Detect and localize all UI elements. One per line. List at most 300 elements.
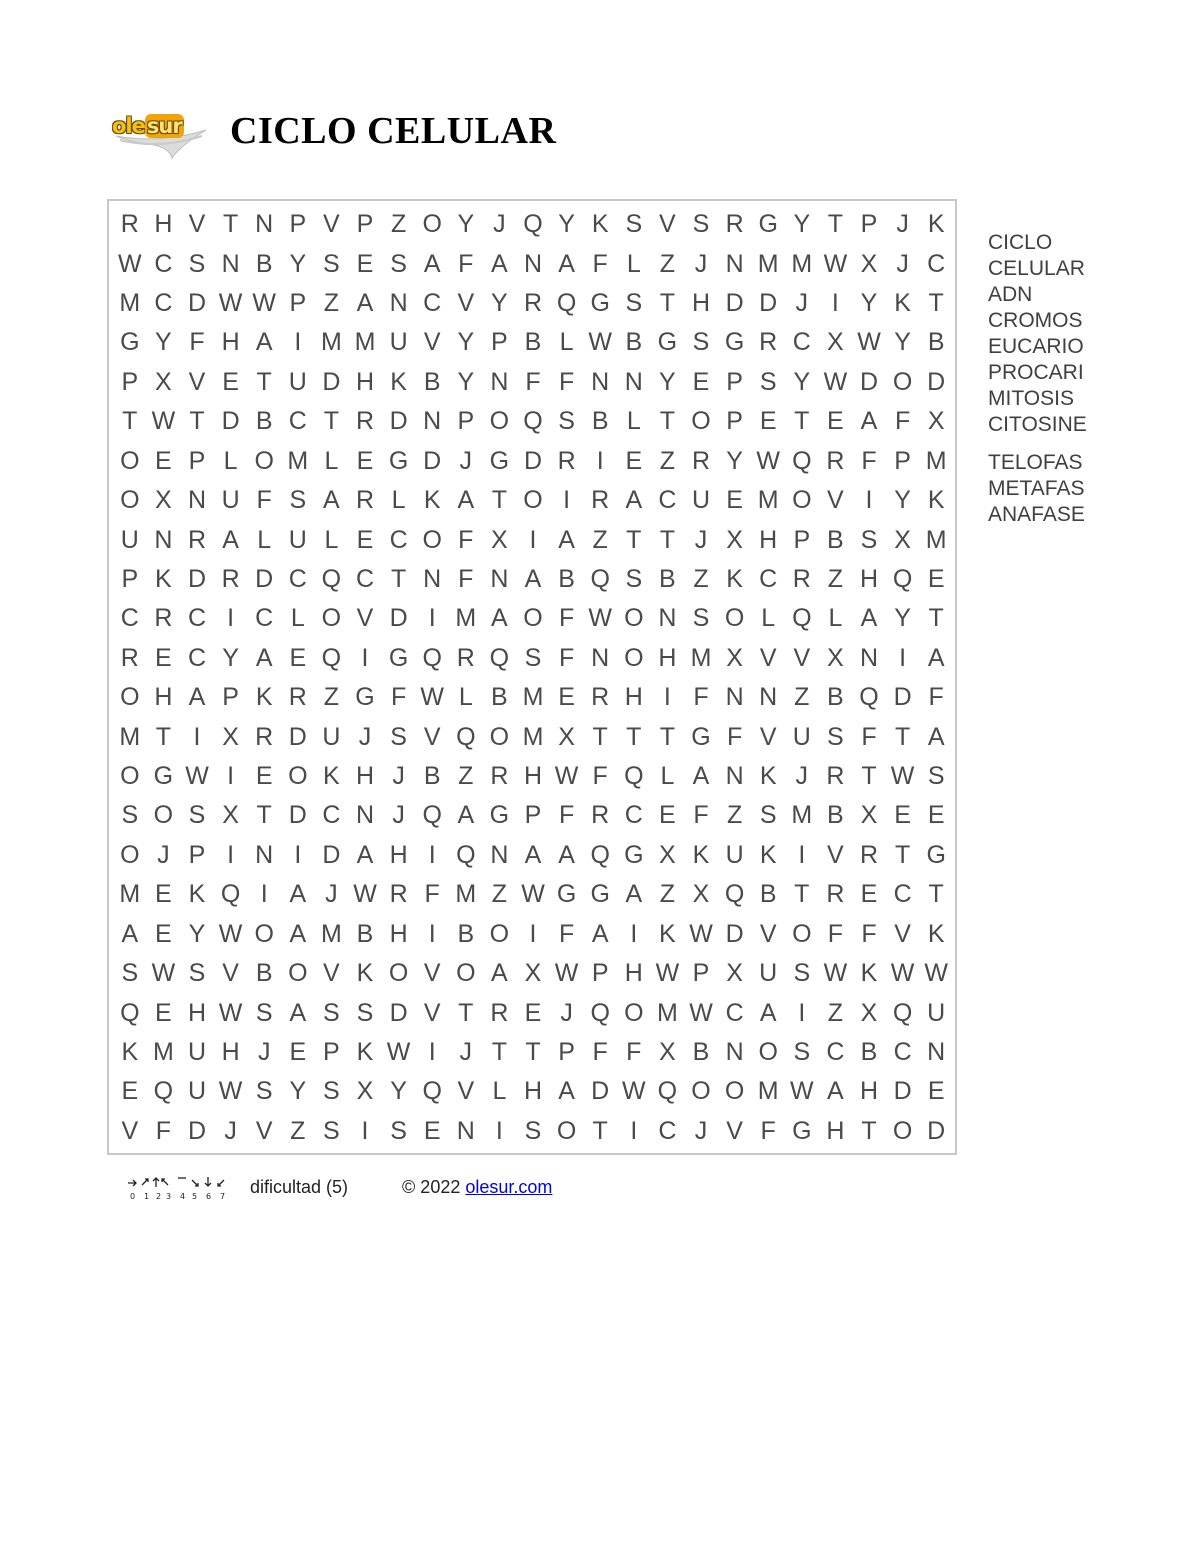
grid-cell[interactable]: A xyxy=(625,880,643,909)
grid-cell[interactable]: F xyxy=(760,1116,776,1145)
grid-cell[interactable]: X xyxy=(827,643,844,672)
grid-cell[interactable]: T xyxy=(256,801,272,830)
grid-cell[interactable]: K xyxy=(726,564,743,593)
grid-cell[interactable]: I xyxy=(529,919,537,948)
grid-cell[interactable]: G xyxy=(556,880,577,909)
grid-cell[interactable]: L xyxy=(324,446,339,475)
grid-cell[interactable]: X xyxy=(659,840,676,869)
grid-cell[interactable]: J xyxy=(493,210,506,239)
grid-cell[interactable]: K xyxy=(356,959,374,988)
grid-cell[interactable]: U xyxy=(187,1037,207,1066)
grid-cell[interactable]: N xyxy=(725,249,744,278)
grid-cell[interactable]: L xyxy=(223,446,238,475)
grid-cell[interactable]: F xyxy=(256,486,272,515)
grid-cell[interactable]: O xyxy=(388,959,409,988)
grid-cell[interactable]: L xyxy=(391,486,406,515)
grid-cell[interactable]: M xyxy=(119,722,141,751)
grid-cell[interactable]: M xyxy=(925,446,947,475)
grid-cell[interactable]: X xyxy=(155,486,172,515)
grid-cell[interactable]: D xyxy=(221,407,240,436)
grid-cell[interactable]: E xyxy=(289,1037,307,1066)
grid-cell[interactable]: M xyxy=(690,643,712,672)
grid-cell[interactable]: W xyxy=(151,959,176,988)
grid-cell[interactable]: A xyxy=(692,762,710,791)
grid-cell[interactable]: G xyxy=(590,880,610,909)
grid-cell[interactable]: R xyxy=(557,446,576,475)
grid-cell[interactable]: F xyxy=(861,446,877,475)
grid-cell[interactable]: O xyxy=(523,486,543,515)
grid-cell[interactable]: D xyxy=(523,446,543,475)
grid-cell[interactable]: V xyxy=(827,486,844,515)
grid-cell[interactable]: P xyxy=(591,959,609,988)
grid-cell[interactable]: T xyxy=(458,998,474,1027)
grid-cell[interactable]: B xyxy=(692,1037,710,1066)
grid-cell[interactable]: G xyxy=(724,328,745,357)
grid-cell[interactable]: V xyxy=(726,1116,743,1145)
grid-cell[interactable]: E xyxy=(692,367,710,396)
grid-cell[interactable]: J xyxy=(694,249,708,278)
grid-cell[interactable]: T xyxy=(122,407,138,436)
grid-cell[interactable]: Y xyxy=(457,210,475,239)
grid-cell[interactable]: Q xyxy=(456,722,476,751)
grid-cell[interactable]: M xyxy=(791,801,813,830)
grid-cell[interactable]: J xyxy=(224,1116,237,1145)
grid-cell[interactable]: U xyxy=(927,998,946,1027)
grid-cell[interactable]: E xyxy=(255,762,273,791)
grid-cell[interactable]: M xyxy=(119,289,141,318)
grid-cell[interactable]: W xyxy=(621,1077,646,1106)
grid-cell[interactable]: C xyxy=(725,998,744,1027)
grid-cell[interactable]: S xyxy=(524,643,542,672)
grid-cell[interactable]: K xyxy=(591,210,609,239)
grid-cell[interactable]: X xyxy=(860,998,878,1027)
grid-cell[interactable]: T xyxy=(861,1116,877,1145)
grid-cell[interactable]: S xyxy=(390,249,407,278)
grid-cell[interactable]: Z xyxy=(693,564,709,593)
grid-cell[interactable]: U xyxy=(759,959,778,988)
grid-cell[interactable]: D xyxy=(187,1116,207,1145)
grid-cell[interactable]: Q xyxy=(657,1077,678,1106)
grid-cell[interactable]: J xyxy=(560,998,573,1027)
grid-cell[interactable]: S xyxy=(121,959,139,988)
grid-cell[interactable]: P xyxy=(692,959,710,988)
grid-cell[interactable]: O xyxy=(288,762,308,791)
grid-cell[interactable]: E xyxy=(759,407,777,436)
grid-cell[interactable]: Z xyxy=(290,1116,306,1145)
grid-cell[interactable]: Y xyxy=(726,446,743,475)
grid-cell[interactable]: D xyxy=(288,722,307,751)
grid-cell[interactable]: S xyxy=(625,289,643,318)
grid-cell[interactable]: M xyxy=(320,328,342,357)
grid-cell[interactable]: A xyxy=(323,486,340,515)
grid-cell[interactable]: O xyxy=(624,604,644,633)
grid-cell[interactable]: M xyxy=(455,604,477,633)
grid-cell[interactable]: D xyxy=(927,1116,946,1145)
grid-cell[interactable]: G xyxy=(489,801,510,830)
grid-cell[interactable]: D xyxy=(389,604,408,633)
grid-cell[interactable]: L xyxy=(290,604,305,633)
grid-cell[interactable]: H xyxy=(523,762,543,791)
grid-cell[interactable]: M xyxy=(152,1037,174,1066)
grid-cell[interactable]: M xyxy=(354,328,376,357)
grid-cell[interactable]: J xyxy=(392,762,405,791)
grid-cell[interactable]: T xyxy=(928,604,944,633)
grid-cell[interactable]: R xyxy=(288,683,307,712)
grid-cell[interactable]: S xyxy=(860,525,878,554)
grid-cell[interactable]: F xyxy=(558,367,575,396)
grid-cell[interactable]: W xyxy=(857,328,881,357)
grid-cell[interactable]: D xyxy=(187,289,207,318)
grid-cell[interactable]: N xyxy=(423,564,442,593)
grid-cell[interactable]: S xyxy=(625,210,643,239)
grid-cell[interactable]: L xyxy=(626,249,641,278)
grid-cell[interactable]: B xyxy=(423,367,441,396)
grid-cell[interactable]: Q xyxy=(321,643,342,672)
grid-cell[interactable]: B xyxy=(255,959,273,988)
grid-cell[interactable]: F xyxy=(558,643,575,672)
grid-cell[interactable]: I xyxy=(798,998,806,1027)
grid-cell[interactable]: W xyxy=(890,762,915,791)
grid-cell[interactable]: O xyxy=(120,486,140,515)
grid-cell[interactable]: Y xyxy=(457,367,475,396)
grid-cell[interactable]: M xyxy=(757,1077,779,1106)
grid-cell[interactable]: V xyxy=(121,1116,139,1145)
grid-cell[interactable]: K xyxy=(860,959,878,988)
grid-cell[interactable]: E xyxy=(155,998,172,1027)
grid-cell[interactable]: V xyxy=(255,1116,273,1145)
grid-cell[interactable]: I xyxy=(630,1116,638,1145)
grid-cell[interactable]: L xyxy=(828,604,843,633)
grid-cell[interactable]: S xyxy=(121,801,139,830)
grid-cell[interactable]: E xyxy=(423,1116,441,1145)
grid-cell[interactable]: W xyxy=(353,880,377,909)
grid-cell[interactable]: Q xyxy=(489,643,510,672)
grid-cell[interactable]: K xyxy=(188,880,206,909)
grid-cell[interactable]: L xyxy=(257,525,272,554)
grid-cell[interactable]: F xyxy=(592,249,608,278)
grid-cell[interactable]: F xyxy=(928,683,944,712)
grid-cell[interactable]: W xyxy=(386,1037,411,1066)
grid-cell[interactable]: Y xyxy=(793,367,811,396)
grid-cell[interactable]: M xyxy=(522,683,544,712)
grid-cell[interactable]: W xyxy=(689,998,713,1027)
grid-cell[interactable]: K xyxy=(390,367,407,396)
grid-cell[interactable]: A xyxy=(558,840,575,869)
grid-cell[interactable]: G xyxy=(388,446,409,475)
grid-cell[interactable]: S xyxy=(692,328,710,357)
grid-cell[interactable]: T xyxy=(626,525,642,554)
grid-cell[interactable]: V xyxy=(323,959,340,988)
grid-cell[interactable]: F xyxy=(424,880,440,909)
grid-cell[interactable]: P xyxy=(222,683,239,712)
grid-cell[interactable]: F xyxy=(155,1116,172,1145)
grid-cell[interactable]: C xyxy=(389,525,408,554)
grid-cell[interactable]: M xyxy=(522,722,544,751)
grid-cell[interactable]: F xyxy=(458,249,474,278)
grid-cell[interactable]: H xyxy=(221,328,240,357)
grid-cell[interactable]: U xyxy=(322,722,341,751)
grid-cell[interactable]: S xyxy=(793,1037,811,1066)
grid-cell[interactable]: Y xyxy=(390,1077,407,1106)
grid-cell[interactable]: P xyxy=(894,446,911,475)
grid-cell[interactable]: S xyxy=(827,722,844,751)
grid-cell[interactable]: E xyxy=(625,446,643,475)
grid-cell[interactable]: O xyxy=(892,367,913,396)
grid-cell[interactable]: D xyxy=(288,801,307,830)
grid-cell[interactable]: U xyxy=(288,525,307,554)
grid-cell[interactable]: E xyxy=(356,446,374,475)
grid-cell[interactable]: B xyxy=(457,919,475,948)
grid-cell[interactable]: R xyxy=(591,486,610,515)
grid-cell[interactable]: W xyxy=(689,919,713,948)
grid-cell[interactable]: O xyxy=(321,604,342,633)
grid-cell[interactable]: S xyxy=(558,407,575,436)
grid-cell[interactable]: C xyxy=(927,249,946,278)
grid-cell[interactable]: K xyxy=(759,840,777,869)
grid-cell[interactable]: P xyxy=(356,210,374,239)
grid-cell[interactable]: J xyxy=(896,210,909,239)
grid-cell[interactable]: F xyxy=(558,604,575,633)
grid-cell[interactable]: G xyxy=(153,762,174,791)
grid-cell[interactable]: T xyxy=(189,407,205,436)
grid-cell[interactable]: K xyxy=(759,762,777,791)
grid-cell[interactable]: X xyxy=(726,525,743,554)
grid-cell[interactable]: F xyxy=(861,722,877,751)
grid-cell[interactable]: T xyxy=(659,289,676,318)
grid-cell[interactable]: D xyxy=(423,446,442,475)
grid-cell[interactable]: K xyxy=(927,919,945,948)
grid-cell[interactable]: A xyxy=(356,289,374,318)
grid-cell[interactable]: T xyxy=(491,1037,508,1066)
grid-cell[interactable]: B xyxy=(558,564,575,593)
grid-cell[interactable]: X xyxy=(524,959,542,988)
grid-cell[interactable]: J xyxy=(459,1037,473,1066)
grid-cell[interactable]: Y xyxy=(289,1077,307,1106)
grid-cell[interactable]: G xyxy=(355,683,375,712)
grid-cell[interactable]: S xyxy=(323,249,340,278)
grid-cell[interactable]: K xyxy=(927,486,945,515)
grid-cell[interactable]: I xyxy=(227,604,235,633)
grid-cell[interactable]: B xyxy=(659,564,676,593)
grid-cell[interactable]: C xyxy=(792,328,811,357)
grid-cell[interactable]: V xyxy=(457,289,475,318)
grid-cell[interactable]: E xyxy=(356,525,374,554)
grid-cell[interactable]: M xyxy=(656,998,678,1027)
grid-cell[interactable]: V xyxy=(188,367,206,396)
grid-cell[interactable]: D xyxy=(591,1077,610,1106)
grid-cell[interactable]: S xyxy=(692,210,710,239)
grid-cell[interactable]: A xyxy=(457,486,475,515)
grid-cell[interactable]: G xyxy=(758,210,778,239)
grid-cell[interactable]: F xyxy=(458,564,474,593)
grid-cell[interactable]: A xyxy=(289,998,307,1027)
grid-cell[interactable]: A xyxy=(356,840,374,869)
grid-cell[interactable]: X xyxy=(491,525,508,554)
grid-cell[interactable]: A xyxy=(827,1077,844,1106)
grid-cell[interactable]: G xyxy=(792,1116,812,1145)
grid-cell[interactable]: F xyxy=(726,722,743,751)
grid-cell[interactable]: W xyxy=(823,249,848,278)
grid-cell[interactable]: P xyxy=(457,407,475,436)
grid-cell[interactable]: I xyxy=(193,722,201,751)
grid-cell[interactable]: O xyxy=(792,919,812,948)
grid-cell[interactable]: V xyxy=(356,604,374,633)
grid-cell[interactable]: W xyxy=(890,959,915,988)
grid-cell[interactable]: Y xyxy=(894,604,911,633)
grid-cell[interactable]: C xyxy=(154,289,173,318)
grid-cell[interactable]: T xyxy=(323,407,340,436)
grid-cell[interactable]: B xyxy=(356,919,374,948)
grid-cell[interactable]: S xyxy=(390,1116,407,1145)
grid-cell[interactable]: W xyxy=(924,959,948,988)
grid-cell[interactable]: H xyxy=(187,998,207,1027)
grid-cell[interactable]: K xyxy=(894,289,911,318)
grid-cell[interactable]: W xyxy=(218,289,243,318)
grid-cell[interactable]: K xyxy=(255,683,273,712)
grid-cell[interactable]: H xyxy=(523,1077,543,1106)
grid-cell[interactable]: D xyxy=(759,289,778,318)
grid-cell[interactable]: D xyxy=(725,919,744,948)
grid-cell[interactable]: O xyxy=(624,998,644,1027)
grid-cell[interactable]: K xyxy=(659,919,676,948)
grid-cell[interactable]: V xyxy=(457,1077,475,1106)
grid-cell[interactable]: T xyxy=(256,367,272,396)
grid-cell[interactable]: V xyxy=(222,959,239,988)
grid-cell[interactable]: T xyxy=(794,880,810,909)
grid-cell[interactable]: Z xyxy=(794,683,810,712)
grid-cell[interactable]: C xyxy=(658,1116,677,1145)
grid-cell[interactable]: S xyxy=(927,762,945,791)
grid-cell[interactable]: P xyxy=(793,525,811,554)
grid-cell[interactable]: O xyxy=(724,1077,745,1106)
grid-cell[interactable]: E xyxy=(927,564,945,593)
grid-cell[interactable]: G xyxy=(624,840,644,869)
grid-cell[interactable]: B xyxy=(524,328,542,357)
grid-cell[interactable]: N xyxy=(255,840,274,869)
grid-cell[interactable]: V xyxy=(759,722,777,751)
grid-cell[interactable]: M xyxy=(791,249,813,278)
grid-cell[interactable]: C xyxy=(423,289,442,318)
grid-cell[interactable]: P xyxy=(188,446,206,475)
grid-cell[interactable]: L xyxy=(660,762,675,791)
grid-cell[interactable]: A xyxy=(524,840,542,869)
grid-cell[interactable]: E xyxy=(155,446,172,475)
grid-cell[interactable]: X xyxy=(356,1077,374,1106)
grid-cell[interactable]: B xyxy=(827,683,844,712)
grid-cell[interactable]: B xyxy=(255,249,273,278)
grid-cell[interactable]: Q xyxy=(422,1077,442,1106)
grid-cell[interactable]: E xyxy=(155,919,172,948)
grid-cell[interactable]: N xyxy=(255,210,274,239)
grid-cell[interactable]: W xyxy=(420,683,444,712)
grid-cell[interactable]: H xyxy=(355,762,375,791)
grid-cell[interactable]: I xyxy=(428,604,436,633)
grid-cell[interactable]: A xyxy=(188,683,206,712)
grid-cell[interactable]: E xyxy=(356,249,374,278)
grid-cell[interactable]: W xyxy=(588,328,612,357)
grid-cell[interactable]: A xyxy=(121,919,139,948)
grid-cell[interactable]: V xyxy=(423,328,441,357)
grid-cell[interactable]: A xyxy=(558,525,575,554)
grid-cell[interactable]: T xyxy=(155,722,172,751)
grid-cell[interactable]: F xyxy=(458,525,474,554)
grid-cell[interactable]: F xyxy=(827,919,844,948)
grid-cell[interactable]: Q xyxy=(892,998,913,1027)
grid-cell[interactable]: Y xyxy=(155,328,172,357)
grid-cell[interactable]: I xyxy=(899,643,907,672)
grid-cell[interactable]: O xyxy=(691,407,711,436)
grid-cell[interactable]: Y xyxy=(894,328,911,357)
grid-cell[interactable]: X xyxy=(726,959,743,988)
grid-cell[interactable]: X xyxy=(558,722,575,751)
grid-cell[interactable]: L xyxy=(458,683,473,712)
grid-cell[interactable]: O xyxy=(624,643,644,672)
grid-cell[interactable]: K xyxy=(323,762,340,791)
grid-cell[interactable]: I xyxy=(663,683,671,712)
grid-cell[interactable]: V xyxy=(423,998,441,1027)
grid-cell[interactable]: W xyxy=(151,407,176,436)
grid-cell[interactable]: R xyxy=(523,289,543,318)
grid-cell[interactable]: N xyxy=(725,1037,744,1066)
grid-cell[interactable]: U xyxy=(792,722,811,751)
grid-cell[interactable]: Q xyxy=(120,998,140,1027)
grid-cell[interactable]: R xyxy=(355,486,375,515)
grid-cell[interactable]: J xyxy=(459,446,473,475)
grid-cell[interactable]: O xyxy=(120,762,140,791)
grid-cell[interactable]: V xyxy=(323,210,340,239)
grid-cell[interactable]: B xyxy=(491,683,508,712)
grid-cell[interactable]: Q xyxy=(523,210,543,239)
grid-cell[interactable]: I xyxy=(596,446,604,475)
grid-cell[interactable]: C xyxy=(288,407,307,436)
grid-cell[interactable]: C xyxy=(255,604,274,633)
grid-cell[interactable]: P xyxy=(188,840,206,869)
grid-cell[interactable]: Q xyxy=(792,446,812,475)
grid-cell[interactable]: R xyxy=(691,446,711,475)
grid-cell[interactable]: Z xyxy=(323,683,340,712)
grid-cell[interactable]: N xyxy=(523,249,543,278)
grid-cell[interactable]: Q xyxy=(590,564,610,593)
grid-cell[interactable]: A xyxy=(759,998,777,1027)
grid-cell[interactable]: T xyxy=(659,722,676,751)
grid-cell[interactable]: H xyxy=(624,959,643,988)
grid-cell[interactable]: H xyxy=(355,367,375,396)
grid-cell[interactable]: Q xyxy=(220,880,241,909)
grid-cell[interactable]: R xyxy=(120,210,139,239)
grid-cell[interactable]: U xyxy=(725,840,744,869)
grid-cell[interactable]: R xyxy=(490,998,509,1027)
grid-cell[interactable]: W xyxy=(521,880,545,909)
grid-cell[interactable]: Y xyxy=(894,486,911,515)
grid-cell[interactable]: Z xyxy=(659,249,676,278)
grid-cell[interactable]: Q xyxy=(556,289,577,318)
grid-cell[interactable]: H xyxy=(826,1116,845,1145)
grid-cell[interactable]: T xyxy=(894,840,911,869)
grid-cell[interactable]: D xyxy=(389,407,408,436)
grid-cell[interactable]: T xyxy=(928,289,944,318)
grid-cell[interactable]: D xyxy=(893,683,912,712)
grid-cell[interactable]: S xyxy=(323,1116,340,1145)
grid-cell[interactable]: W xyxy=(252,289,276,318)
grid-cell[interactable]: D xyxy=(322,840,341,869)
grid-cell[interactable]: U xyxy=(389,328,408,357)
grid-cell[interactable]: W xyxy=(823,367,848,396)
grid-cell[interactable]: Y xyxy=(188,919,206,948)
grid-cell[interactable]: Z xyxy=(592,525,608,554)
grid-cell[interactable]: S xyxy=(759,801,777,830)
grid-cell[interactable]: P xyxy=(524,801,542,830)
grid-cell[interactable]: Y xyxy=(491,289,508,318)
